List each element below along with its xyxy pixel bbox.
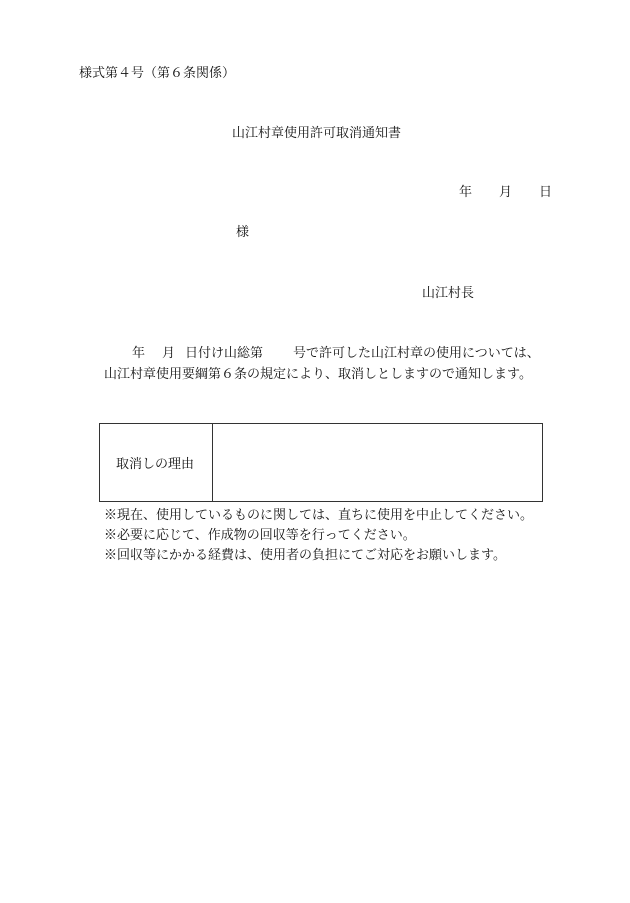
body-reference-label: 日付け山総第 [185, 346, 264, 361]
date-day-label: 日 [539, 185, 553, 200]
reason-value-cell [213, 424, 542, 501]
body-line-2: 山江村章使用要綱第６条の規定により、取消しとしますので通知します。 [104, 367, 532, 382]
issuer-name: 山江村長 [422, 286, 475, 301]
note-1: ※現在、使用しているものに関しては、直ちに使用を中止してください。 [104, 508, 534, 523]
body-year-label: 年 [132, 346, 146, 361]
addressee-suffix: 様 [236, 225, 250, 240]
note-2: ※必要に応じて、作成物の回収等を行ってください。 [104, 528, 416, 543]
note-3: ※回収等にかかる経費は、使用者の負担にてご対応をお願いします。 [104, 548, 506, 563]
body-line-1-rest: 号で許可した山江村章の使用については、 [293, 346, 540, 361]
form-number: 様式第４号（第６条関係） [79, 66, 236, 81]
document-title: 山江村章使用許可取消通知書 [232, 126, 402, 141]
date-year-label: 年 [459, 185, 473, 200]
reason-label-cell [100, 424, 213, 501]
body-month-label: 月 [162, 346, 176, 361]
reason-label: 取消しの理由 [116, 457, 195, 472]
date-month-label: 月 [499, 185, 513, 200]
reason-table [99, 423, 543, 502]
